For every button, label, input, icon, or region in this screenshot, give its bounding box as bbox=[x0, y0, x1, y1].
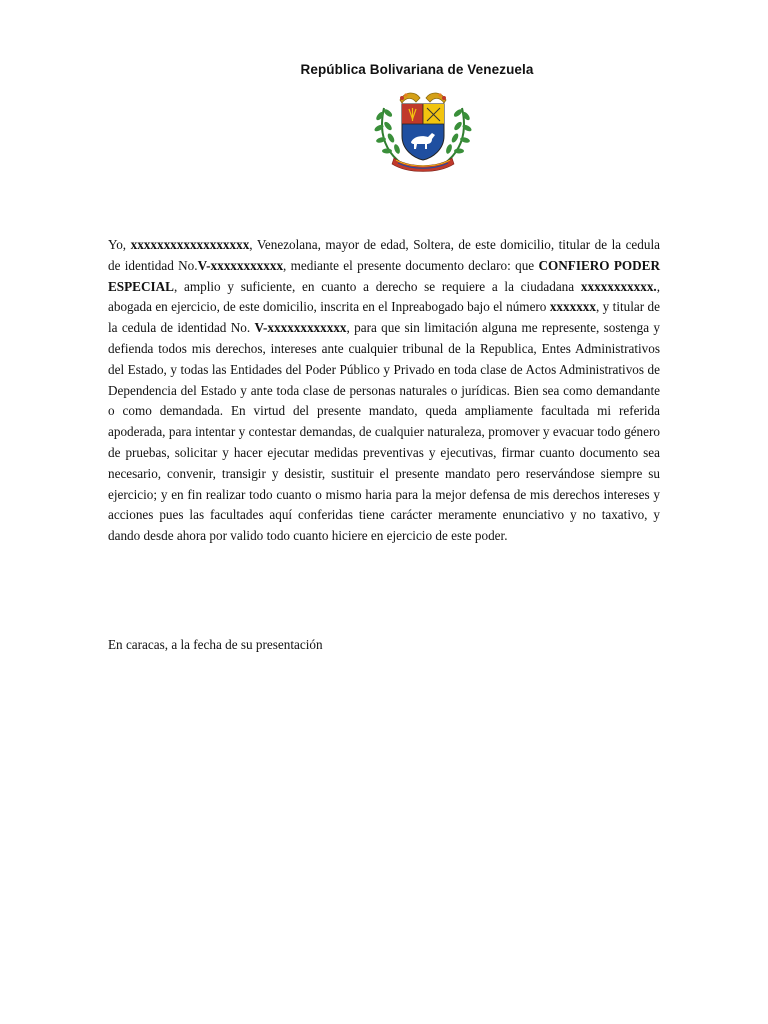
power-of-attorney-paragraph bbox=[108, 235, 660, 547]
text-segment: , para que sin limitación alguna me represente, sostenga y defienda todos mis derechos, intereses ante cualquier tribunal de la Republica, Entes Administrativos del Estado, y todas las Entidades del Poder Público y Privado en toda clase de Actos Administrativos de Dependencia del Estado y ante toda clase de personas naturales o jurídicas. Bien sea como demandante o como demandada. En virtud del presente mandato, queda ampliamente facultada mi referida apoderada, para intentar y contestar demandas, de cualquier naturaleza, promover y evacuar todo género de pruebas, solicitar y hacer ejecutar medidas preventivas y ejecutivas, firmar cuanto documento sea necesario, convenir, transigir y desistir, sustituir el presente mandato pero reservándose siempre su ejercicio; y en fin realizar todo cuanto o mismo haria para la mejor defensa de mis derechos intereses y acciones pues las facultades aquí conferidas tiene carácter meramente enunciativo y no taxativo, y dando desde ahora por valido todo cuanto hiciere en ejercicio de este poder. bbox=[108, 320, 660, 544]
text-segment: , mediante el presente documento declaro: que bbox=[283, 257, 539, 273]
text-segment: , Venezolana, mayor de edad, Soltera, de este domicilio, titular de la cedula de identidad No. bbox=[108, 237, 660, 273]
venezuela-coat-of-arms-icon bbox=[372, 86, 474, 174]
document-header-title: República Bolivariana de Venezuela bbox=[300, 62, 534, 77]
grantor-name: xxxxxxxxxxxxxxxxxx bbox=[130, 237, 250, 252]
text-segment: , abogada en ejercicio, de este domicilio, inscrita en el Inpreabogado bajo el número bbox=[108, 278, 660, 315]
attorney-id-number: V-xxxxxxxxxxxx bbox=[254, 320, 347, 336]
text-segment: , amplio y suficiente, en cuanto a derecho se requiere a la ciudadana bbox=[173, 278, 581, 294]
attorney-name: xxxxxxxxxxx. bbox=[580, 278, 657, 294]
confiero-poder-especial: CONFIERO PODER ESPECIAL bbox=[108, 257, 660, 294]
text-segment: , y titular de la cedula de identidad No. bbox=[108, 299, 660, 336]
text-segment: Yo, bbox=[108, 237, 131, 252]
grantor-id-number: V-xxxxxxxxxxx bbox=[197, 257, 284, 273]
closing-line: En caracas, a la fecha de su presentación bbox=[108, 637, 323, 652]
inpreabogado-number: xxxxxxx bbox=[549, 299, 596, 315]
